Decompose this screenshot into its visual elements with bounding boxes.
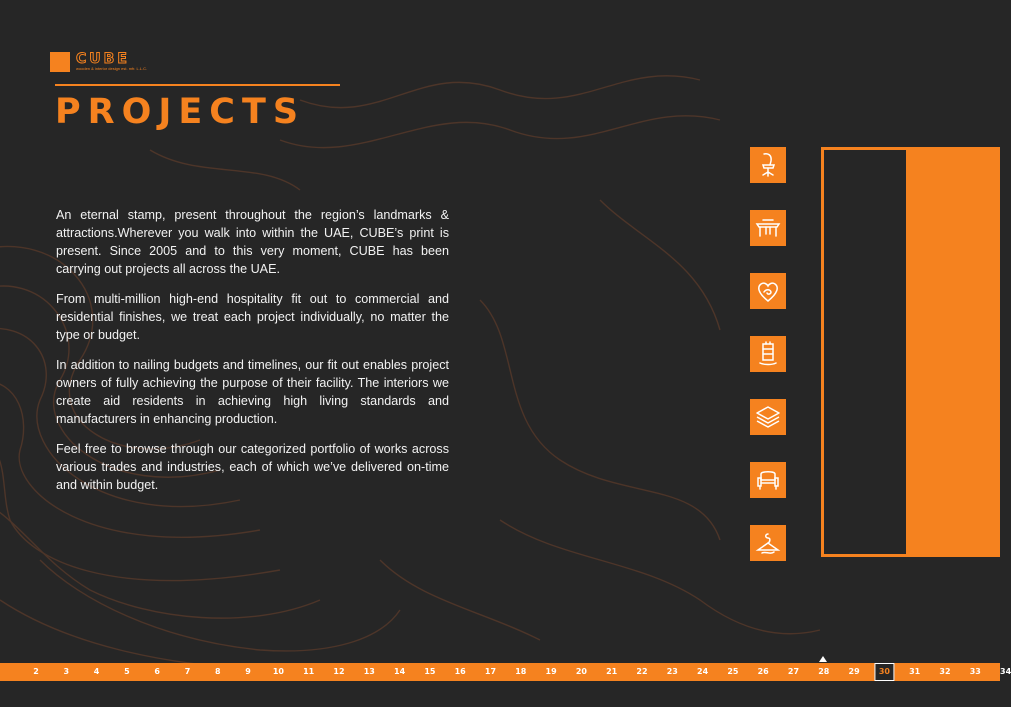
category-office-button[interactable] bbox=[750, 147, 786, 183]
page-link[interactable]: 7 bbox=[184, 667, 191, 676]
page-link[interactable]: 8 bbox=[215, 667, 221, 676]
page-link[interactable]: 5 bbox=[124, 667, 130, 676]
page-link[interactable]: 31 bbox=[909, 667, 921, 676]
sofa-icon bbox=[754, 466, 782, 494]
page-title: PROJECTS bbox=[55, 92, 306, 132]
category-education-button[interactable] bbox=[750, 210, 786, 246]
category-gallery-frame bbox=[821, 147, 1000, 557]
page-link[interactable]: 18 bbox=[515, 667, 527, 676]
heart-hand-icon bbox=[754, 277, 782, 305]
intro-paragraph: In addition to nailing budgets and timelines, our fit out enables project owners of fully achieving the purpose of their facility. The interiors we create aid residents in achieving high living standards and manufacturers in enhancing production. bbox=[56, 358, 449, 426]
page-link[interactable]: 9 bbox=[245, 667, 251, 676]
intro-paragraph: An eternal stamp, present throughout the region’s landmarks & attractions.Wherever you walk into within the UAE, CUBE’s print is present. Since 2005 and to this very moment, CUBE has been carrying out projects all across the UAE. bbox=[56, 208, 449, 276]
page-link[interactable]: 25 bbox=[727, 667, 739, 676]
page-link[interactable]: 29 bbox=[848, 667, 860, 676]
category-hospitality-button[interactable] bbox=[750, 336, 786, 372]
category-commercial-button[interactable] bbox=[750, 399, 786, 435]
page-link[interactable]: 19 bbox=[545, 667, 557, 676]
page-link[interactable]: 3 bbox=[63, 667, 70, 676]
page-link[interactable]: 20 bbox=[575, 667, 587, 676]
page-link[interactable]: 4 bbox=[93, 667, 100, 676]
page-link[interactable]: 17 bbox=[484, 667, 497, 676]
page-link[interactable]: 16 bbox=[454, 667, 466, 676]
page-link[interactable]: 13 bbox=[363, 667, 375, 676]
page-link[interactable]: 21 bbox=[606, 667, 618, 676]
page-link-current[interactable]: 30 bbox=[875, 663, 894, 681]
category-gallery-panel bbox=[824, 150, 906, 554]
logo-text bbox=[76, 52, 147, 72]
logo-tagline: wooden & interior design est. mfr. L.L.C. bbox=[76, 66, 148, 71]
restaurant-glass-icon bbox=[754, 340, 782, 368]
title-divider bbox=[55, 84, 340, 86]
school-desk-icon bbox=[754, 214, 782, 242]
page-link[interactable]: 11 bbox=[303, 667, 315, 676]
office-chair-icon bbox=[754, 151, 782, 179]
page-link[interactable]: 23 bbox=[666, 667, 678, 676]
page-link[interactable]: 10 bbox=[272, 667, 284, 676]
page-link[interactable]: 22 bbox=[636, 667, 648, 676]
logo-square-mark bbox=[50, 52, 70, 72]
page-link[interactable]: 34 bbox=[1000, 667, 1011, 676]
page-link[interactable]: 32 bbox=[939, 667, 951, 676]
page-link[interactable]: 27 bbox=[787, 667, 800, 676]
page-number-list bbox=[0, 663, 1011, 681]
page-link[interactable]: 28 bbox=[818, 667, 830, 676]
category-retail-button[interactable] bbox=[750, 525, 786, 561]
page-link[interactable]: 2 bbox=[33, 667, 39, 676]
intro-paragraph: From multi-million high-end hospitality fit out to commercial and residential finishes, we treat each project individually, no matter the type or budget. bbox=[56, 292, 449, 342]
intro-text bbox=[56, 206, 449, 506]
page-link[interactable]: 14 bbox=[394, 667, 406, 676]
hanger-icon bbox=[754, 529, 782, 557]
page-link[interactable]: 6 bbox=[154, 667, 160, 676]
category-residential-button[interactable] bbox=[750, 462, 786, 498]
brand-logo[interactable] bbox=[50, 50, 147, 74]
page-link[interactable]: 12 bbox=[333, 667, 345, 676]
page-link[interactable]: 15 bbox=[424, 667, 436, 676]
intro-paragraph: Feel free to browse through our categorized portfolio of works across various trades and industries, each of which we’ve delivered on-time and within budget. bbox=[56, 442, 449, 492]
page-link[interactable]: 33 bbox=[969, 667, 981, 676]
category-healthcare-button[interactable] bbox=[750, 273, 786, 309]
page-link[interactable]: 26 bbox=[757, 667, 769, 676]
logo-wordmark: CUBE bbox=[76, 51, 130, 67]
current-page-marker-icon bbox=[819, 656, 827, 662]
page-link[interactable]: 24 bbox=[697, 667, 709, 676]
layers-icon bbox=[754, 403, 782, 431]
